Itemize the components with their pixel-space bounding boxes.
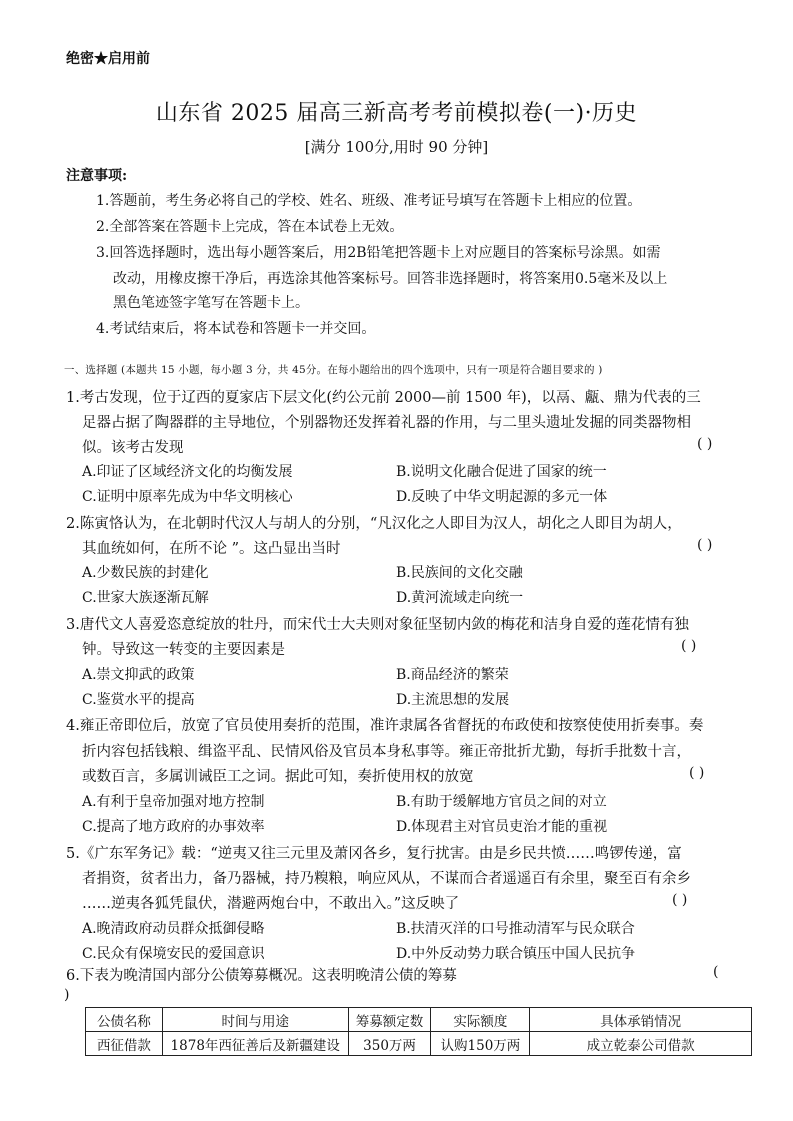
option-b: B.扶清灭洋的口号推动清军与民众联合 (396, 921, 635, 937)
question-1-line: 1.考古发现，位于辽西的夏家店下层文化(约公元前 2000—前 1500 年)，以鬲、甗、鼎为代表的三 (66, 390, 701, 406)
question-6-line: 6.下表为晚清国内部分公债筹募概况。这表明晚清公债的筹募 (66, 968, 457, 984)
option-c: C.民众有保境安民的爱国意识 (82, 946, 265, 962)
exam-title: 山东省 2025 届高三新高考考前模拟卷(一)·历史 (155, 101, 638, 126)
question-4-line: 折内容包括钱粮、缉盗平乱、民情风俗及官员本身私事等。雍正帝批折尤勤，每折手批数十言， (82, 744, 691, 760)
exam-subtitle: [满分 100分,用时 90 分钟] (304, 138, 489, 156)
option-d: D.中外反动势力联合镇压中国人民抗争 (396, 946, 636, 962)
note-line: 黑色笔迹签字笔写在答题卡上。 (113, 295, 309, 311)
notes-heading: 注意事项: (66, 168, 128, 184)
table-row (86, 1032, 752, 1056)
option-c: C.提高了地方政府的办事效率 (82, 819, 265, 835)
confidential-label: 绝密★启用前 (66, 51, 150, 67)
column-header: 时间与用途 (162, 1008, 348, 1032)
option-c: C.证明中原率先成为中华文明核心 (82, 489, 293, 505)
question-5-line: ……逆夷各狐凭鼠伏，潜避两炮台中，不敢出入。”这反映了 (82, 896, 460, 912)
option-c: C.鉴赏水平的提高 (82, 692, 195, 708)
option-a: A.有利于皇帝加强对地方控制 (82, 794, 265, 810)
option-a: A.晚清政府动员群众抵御侵略 (82, 921, 265, 937)
question-3-line: 3.唐代文人喜爱恣意绽放的牡丹，而宋代士大夫则对象征坚韧内敛的梅花和洁身自爱的莲花情有独 (66, 617, 689, 633)
column-header: 公债名称 (86, 1008, 163, 1032)
answer-bracket: ( ) (689, 765, 705, 781)
answer-bracket-open: ( (713, 964, 719, 980)
option-a: A.少数民族的封建化 (82, 565, 209, 581)
table-cell: 西征借款 (86, 1032, 163, 1056)
column-header: 具体承销情况 (530, 1008, 752, 1032)
option-d: D.反映了中华文明起源的多元一体 (396, 489, 608, 505)
table-cell: 1878年西征善后及新疆建设 (162, 1032, 348, 1056)
note-line: 3.回答选择题时，选出每小题答案后，用2B铅笔把答题卡上对应题目的答案标号涂黑。如需 (96, 245, 661, 261)
question-2-line: 其血统如何，在所不论 ”。这凸显出当时 (82, 541, 341, 557)
answer-bracket: ( ) (681, 638, 697, 654)
option-b: B.民族间的文化交融 (396, 565, 523, 581)
answer-bracket: ( ) (697, 436, 713, 452)
note-line: 4.考试结束后，将本试卷和答题卡一并交回。 (96, 321, 376, 337)
section-heading: 一、选择题 (本题共 15 小题，每小题 3 分，共 45分。在每小题给出的四个选项中，只有一项是符合题目要求的 ) (64, 364, 603, 376)
question-2-line: 2.陈寅恪认为，在北朝时代汉人与胡人的分别，“凡汉化之人即目为汉人，胡化之人即目为胡人， (66, 516, 682, 532)
option-d: D.主流思想的发展 (396, 692, 510, 708)
table-header-row (86, 1008, 752, 1032)
question-4-line: 4.雍正帝即位后，放宽了官员使用奏折的范围，准许隶属各省督抚的布政使和按察使使用折奏事。奏 (66, 718, 704, 734)
note-line: 1.答题前，考生务必将自己的学校、姓名、班级、准考证号填写在答题卡上相应的位置。 (96, 193, 642, 209)
question-4-line: 或数百言，多属训诫臣工之词。据此可知，奏折使用权的放宽 (82, 769, 474, 785)
note-line: 2.全部答案在答题卡上完成，答在本试卷上无效。 (96, 219, 404, 235)
question-5-line: 5.《广东军务记》载：“逆夷又往三元里及萧冈各乡，复行扰害。由是乡民共愤……鸣锣传递，富 (66, 846, 682, 862)
column-header: 筹募额定数 (348, 1008, 431, 1032)
table-cell: 认购150万两 (431, 1032, 530, 1056)
option-c: C.世家大族逐渐瓦解 (82, 590, 209, 606)
option-b: B.商品经济的繁荣 (396, 667, 509, 683)
question-1-line: 似。该考古发现 (82, 440, 184, 456)
question-1-line: 足器占据了陶器群的主导地位，个别器物还发挥着礼器的作用，与二里头遗址发掘的同类器物相 (82, 415, 691, 431)
option-a: A.崇文抑武的政策 (82, 667, 195, 683)
table-cell: 成立乾泰公司借款 (530, 1032, 752, 1056)
answer-bracket: ( ) (672, 892, 688, 908)
option-a: A.印证了区域经济文化的均衡发展 (82, 464, 293, 480)
option-b: B.有助于缓解地方官员之间的对立 (396, 794, 607, 810)
option-b: B.说明文化融合促进了国家的统一 (396, 464, 607, 480)
note-line: 改动，用橡皮擦干净后，再选涂其他答案标号。回答非选择题时，将答案用0.5毫米及以上 (113, 271, 668, 287)
bond-table (85, 1007, 752, 1056)
table-cell: 350万两 (348, 1032, 431, 1056)
answer-bracket: ( ) (697, 537, 713, 553)
option-d: D.黄河流域走向统一 (396, 590, 524, 606)
option-d: D.体现君主对官员吏治才能的重视 (396, 819, 608, 835)
question-3-line: 钟。导致这一转变的主要因素是 (82, 642, 285, 658)
question-5-line: 者捐资，贫者出力，备乃器械，持乃糗粮，响应风从，不谋而合者遥遥百有余里，聚至百有余乡 (82, 871, 691, 887)
column-header: 实际额度 (431, 1008, 530, 1032)
answer-bracket-close: ) (64, 987, 70, 1003)
